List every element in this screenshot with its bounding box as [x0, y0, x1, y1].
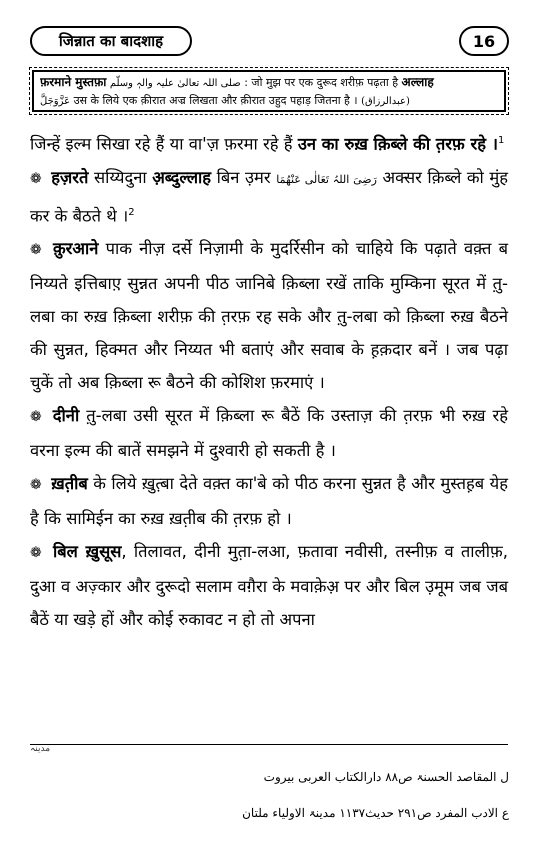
- hadith-title: फ़रमाने मुस्तफ़ा: [40, 75, 107, 89]
- hadith-salutation: صلی اللہ تعالیٰ علیہ والہٖ وسلّم: [109, 78, 241, 89]
- flower-bullet-icon: ❁: [30, 545, 42, 561]
- paragraph-3: [30, 399, 508, 467]
- hadith-text-1: : जो मुझ पर एक दुरूद शरीफ़ पढ़ता है: [244, 76, 399, 89]
- paragraph-5: [30, 535, 508, 636]
- p4-lead: ख़त़ीब: [51, 474, 88, 493]
- p2-text: पाक नीज़ दर्से निज़ामी के मुदर्रिसीन को चाहिये कि पढ़ाते वक़्त ब निय्यते इत्तिबाए़ सुन्नत अपनी पीठ जानिबे क़िब्ला रखें ताकि मुम्किना सूरत में त़ु-लबा का रुख़ क़िब्ला शरीफ़ की त़रफ़ रह सके और त़ु-लबा को क़िब्ला रुख़ बैठने की सुन्नत, हिक्मत और निय्यत भी बताएं और सवाब के ह़क़दार बनें । जब पढ़ा चुकें तो अब क़िब्ला रू बैठने की कोशिश फ़रमाएं ।: [30, 239, 509, 392]
- p4-text: के लिये ख़ुत़्बा देते वक़्त का'बे को पीठ करना सुन्नत है और मुस्तह़ब येह है कि सामिईन का रुख़ ख़त़ीब की त़रफ़ हो ।: [30, 474, 508, 528]
- flower-bullet-icon: ❁: [30, 409, 42, 425]
- p3-text: त़ु-लबा उसी सूरत में क़िब्ला रू बैठें कि उस्ताज़ की त़रफ़ भी रुख़ रहे वरना इल्म की बातें समझने में दुश्वारी हो सकती है ।: [30, 406, 509, 460]
- hadith-line-2: [40, 92, 498, 110]
- footnote-2: ع الادب المفرد ص۲۹۱ حدیث۱۱۳۷ مدینۃ الاولیاء ملتان: [242, 806, 509, 820]
- divider-label: مدینہ: [30, 744, 51, 754]
- paragraph-4: [30, 467, 508, 535]
- footnote-ref-1: 1: [497, 135, 505, 146]
- intro-bold: उन का रुख़ क़िब्ले की त़रफ़ रहे ।: [297, 134, 498, 154]
- hadith-text-2: उस के लिये एक क़ीरात अज्र लिखता और क़ीरात उहुद पहाड़ जितना है ।: [73, 94, 358, 107]
- p2-lead: क़ुरआने: [52, 239, 99, 258]
- book-title: जिन्नात का बादशाह: [30, 26, 192, 56]
- hadith-box: [32, 70, 506, 112]
- hadith-source: (عبدالرزاق): [361, 96, 410, 107]
- flower-bullet-icon: ❁: [30, 242, 42, 258]
- p5-lead: बिल ख़ुसूस: [52, 542, 122, 561]
- flower-bullet-icon: ❁: [30, 477, 42, 493]
- p1-lead: हज़रते: [51, 167, 89, 187]
- p1-bold: अ़ब्दुल्लाह: [152, 167, 212, 187]
- hadith-line-1: [40, 74, 498, 92]
- body-text: [30, 124, 508, 636]
- p1-text-b: बिन उ़मर: [216, 167, 271, 187]
- p3-lead: दीनी: [52, 406, 80, 425]
- paragraph-1: [30, 161, 508, 233]
- p1-text-c: अक्सर क़िब्ले को मुंह कर के बैठते थे ।: [30, 167, 508, 225]
- page-number: 16: [459, 26, 509, 56]
- intro-paragraph: [30, 124, 508, 161]
- p1-text-a: सय्यिदुना: [94, 167, 147, 187]
- hadith-arabic-honorific: عَزَّوَجَلَّ: [40, 96, 71, 107]
- hadith-line1-end: अल्लाह: [401, 75, 434, 89]
- paragraph-2: [30, 232, 508, 399]
- flower-bullet-icon: ❁: [30, 170, 42, 187]
- footnote-ref-2: 2: [128, 206, 135, 218]
- p1-arabic: رَضِیَ اللہُ تَعَالٰی عَنْھُمَا: [276, 172, 377, 186]
- intro-plain: जिन्हें इल्म सिखा रहे हैं या वा'ज़ फ़रमा रहे हैं: [30, 134, 293, 154]
- footnote-divider: [30, 744, 508, 757]
- footnote-1: ل المقاصد الحسنۃ ص۸۸ دارالکتاب العربی بیروت: [263, 770, 509, 784]
- p5-text: , तिलावत, दीनी मुत़ा-लआ, फ़तावा नवीसी, तस्नीफ़ व तालीफ़, दुआ व अज़्कार और दुरूदो सलाम वग़ैरा के मवाक़ेअ़ पर और बिल उ़मूम जब जब बैठें या खड़े हों और कोई रुकावट न हो तो अपना: [30, 542, 508, 629]
